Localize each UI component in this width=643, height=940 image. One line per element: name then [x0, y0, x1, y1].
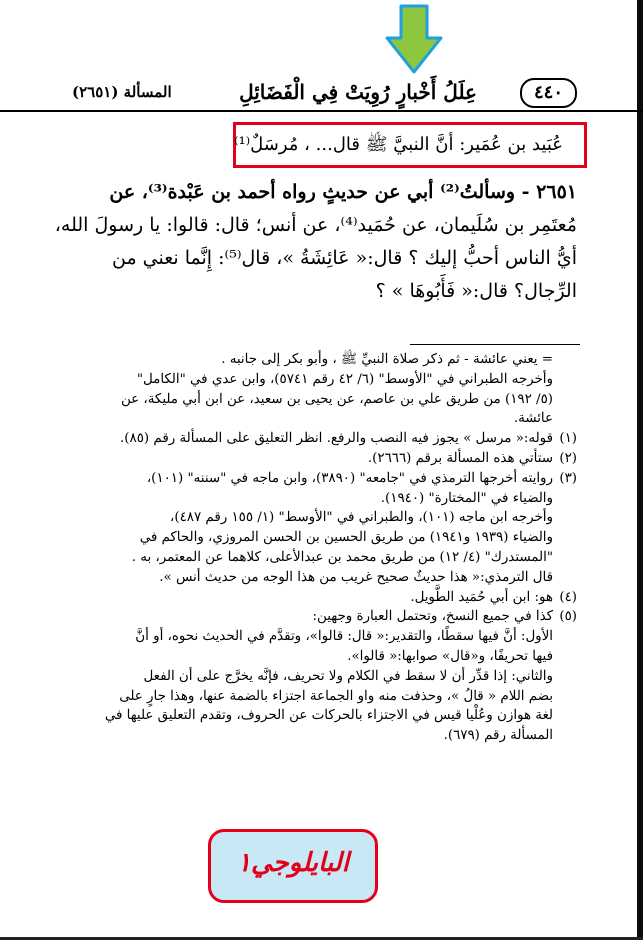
- footnote-number: (٣): [559, 470, 577, 486]
- footnote-text: فيها تحريفًا، و«قال» صوابها:« قالوا».: [347, 648, 553, 664]
- footnote-line: [72, 647, 577, 667]
- footnote-text: (٥/ ١٩٢) من طريق علي بن عاصم، عن يحيى بن سعيد، عن ابن أبي مليكة، عن: [120, 391, 553, 407]
- footnote-text: الأول: أنَّ فيها سقطًا، والتقدير:« قال: قالوا»، وتقدَّم في الحديث نحوه، أو أنَّ: [135, 629, 553, 645]
- footnote-text: المسألة رقم (٦٧٩).: [443, 728, 553, 744]
- footnote-text: ستأتي هذه المسألة برقم (٢٦٦٦).: [367, 450, 553, 466]
- main-line: مُعتَمِر بن سُلَيمان، عن حُمَيد⁽⁴⁾، عن أنس؛ قال: قالوا: يا رسولَ الله،: [54, 214, 577, 236]
- main-paragraph: [54, 176, 577, 308]
- footnote-line: [72, 489, 577, 509]
- masala-number: المسألة (٢٦٥١): [72, 83, 172, 101]
- footnote-separator: [410, 344, 580, 345]
- footnote-line: [72, 687, 577, 707]
- highlighted-line: عُبَيد بن عُمَير: أنَّ النبيَّ ﷺ قال... ، مُرسَلٌ⁽¹⁾: [234, 134, 563, 155]
- footnote-line: [72, 667, 577, 687]
- footnote-line: [72, 706, 577, 726]
- down-arrow-icon: [383, 4, 445, 76]
- header-rule: [0, 110, 643, 112]
- footnote-text: = يعني عائشة - ثم ذكر صلاة النبيِّ ﷺ ، وأبو بكر إلى جانبه .: [221, 352, 553, 367]
- book-title: عِلَلُ أَخْبارٍ رُوِيَتْ فِي الْفَضَائِلِ: [239, 80, 477, 104]
- footnote-number: (٥): [559, 609, 577, 625]
- footnote-text: لغة هوازن وعُلْيا قيس في الاجتزاء بالحركات عن الحروف، وتقدم التعليق عليها في: [104, 708, 553, 724]
- footnote-line: [72, 508, 577, 528]
- footnote-line: [72, 568, 577, 588]
- footnote-text: وأخرجه الطبراني في "الأوسط" (٦/ ٤٢ رقم ٥٧٤١)، وابن عدي في "الكامل": [136, 371, 553, 387]
- footnote-text: والضياء في "المختارة" (١٩٤٠).: [380, 490, 553, 506]
- footnote-line: [72, 350, 577, 370]
- page-number: ٤٤٠: [520, 78, 577, 108]
- footnote-text: "المستدرك" (٤/ ١٢) من طريق محمد بن عبدالأعلى، كلاهما عن المعتمر، به .: [131, 549, 553, 565]
- footnote-text: عائشة.: [513, 411, 553, 427]
- footnote-line: [72, 370, 577, 390]
- footnote-text: هو: ابن أبي حُمَيد الطَّويل.: [410, 589, 553, 605]
- footnote-line: [72, 429, 577, 449]
- footnote-text: بضم اللام « قالُ »، وحذفت منه واو الجماعة اجتزاء بالضمة عنها، وهذا جارٍ على: [119, 688, 553, 704]
- footnote-line: [72, 469, 577, 489]
- footnote-line: [72, 390, 577, 410]
- footnote-line: [72, 409, 577, 429]
- footnote-line: [72, 607, 577, 627]
- footnote-text: روايته أخرجها الترمذي في "جامعه" (٣٨٩٠)، وابن ماجه في "سننه" (١٠١)،: [146, 470, 553, 486]
- footnote-line: [72, 449, 577, 469]
- footnote-line: [72, 726, 577, 746]
- footnote-number: (١): [559, 431, 577, 447]
- footnotes: [72, 350, 577, 746]
- footnote-text: وأخرجه ابن ماجه (١٠١)، والطبراني في "الأوسط" (١/ ١٥٥ رقم ٤٨٧)،: [170, 510, 553, 526]
- footnote-number: (٤): [559, 589, 577, 605]
- footnote-line: [72, 548, 577, 568]
- watermark-text: البايلوجي١: [237, 848, 349, 878]
- main-line: الرِّجال؟ قال:« فَأَبُوهَا » ؟: [375, 280, 577, 302]
- footnote-text: قوله:« مرسل » يجوز فيه النصب والرفع. انظر التعليق على المسألة رقم (٨٥).: [120, 431, 553, 447]
- footnote-line: [72, 588, 577, 608]
- main-line: ٢٦٥١ - وسألتُ⁽²⁾ أبي عن حديثٍ رواه أحمد بن عَبْدة⁽³⁾، عن: [109, 181, 577, 203]
- main-line: أيُّ الناس أحبُّ إليك ؟ قال:« عَائِشَةُ »، قال⁽⁵⁾: إِنَّما نعني من: [111, 247, 577, 269]
- page-header: [72, 78, 577, 108]
- footnote-text: والثاني: إذا قدِّر أن لا سقط في الكلام ولا تحريف، فإنَّه يخرَّج على أن الفعل: [143, 668, 553, 684]
- footnote-text: كذا في جميع النسخ، وتحتمل العبارة وجهين:: [312, 609, 553, 625]
- right-frame-edge: [637, 0, 643, 940]
- footnote-text: قال الترمذي:« هذا حديثٌ صحيح غريب من هذا الوجه من حديث أنس ».: [159, 569, 553, 585]
- footnote-text: والضياء (١٩٣٩ و١٩٤١) من طريق الحسين بن الحسن المروزي، والحاكم في: [139, 530, 553, 546]
- footnote-line: [72, 627, 577, 647]
- footnote-line: [72, 528, 577, 548]
- watermark-badge: [208, 829, 378, 903]
- footnote-number: (٢): [559, 450, 577, 466]
